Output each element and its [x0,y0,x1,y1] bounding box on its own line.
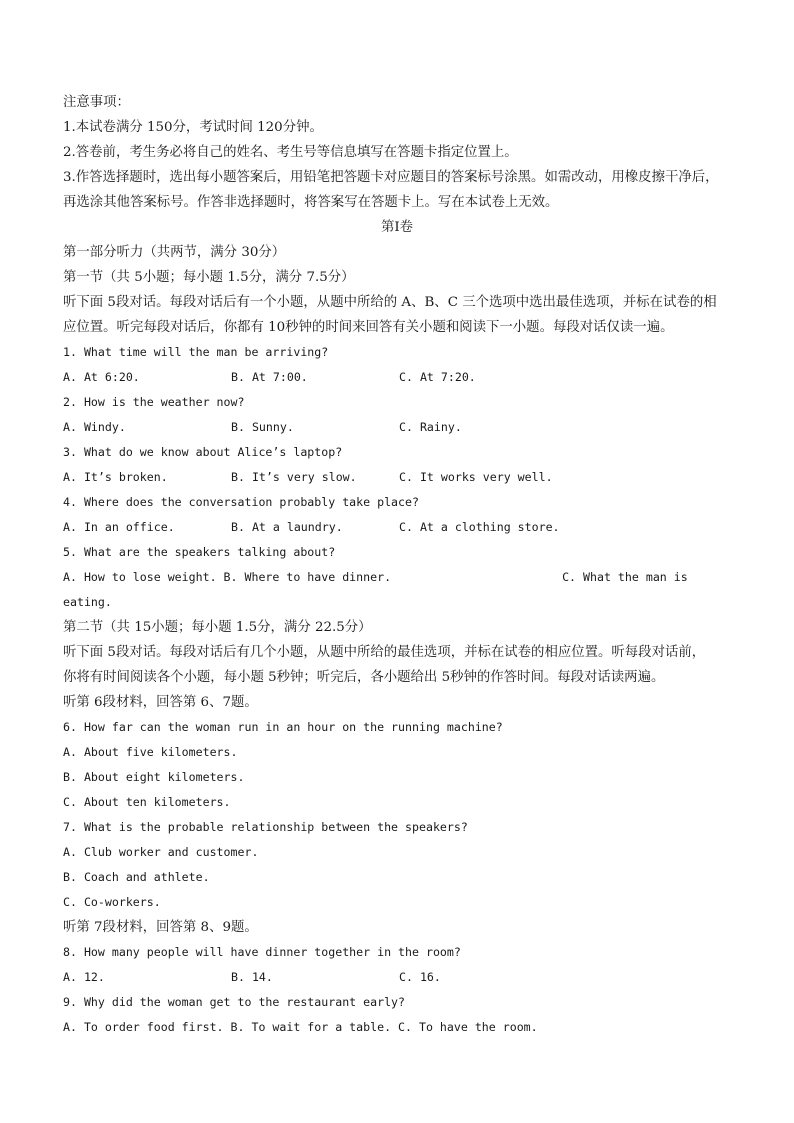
option-b: B. Sunny. [231,420,294,434]
option-c: C. At 7:20. [399,370,476,384]
option-c: C. Rainy. [399,420,462,434]
question-3: 3. What do we know about Alice’s laptop? [63,445,343,459]
notice-item-1: 1.本试卷满分 150分，考试时间 120分钟。 [63,120,323,135]
question-2: 2. How is the weather now? [63,395,245,409]
option-b: B. It’s very slow. [231,470,357,484]
options-5 [63,565,731,590]
question-9: 9. Why did the woman get to the restaurant early? [63,995,406,1009]
notice-item-3: 3.作答选择题时，选出每小题答案后，用铅笔把答题卡对应题目的答案标号涂黑。如需改动，用橡皮擦干净后， [63,170,719,185]
options-2 [63,415,731,440]
notice-title: 注意事项： [63,95,130,110]
option-b: B. About eight kilometers. [63,770,245,784]
question-7: 7. What is the probable relationship between the speakers? [63,820,468,834]
option-a: A. Windy. [63,420,126,434]
option-c: C. At a clothing store. [399,520,560,534]
exam-page [63,90,731,1040]
options-9: A. To order food first. B. To wait for a table. C. To have the room. [63,1020,538,1034]
option-a: A. In an office. [63,520,175,534]
section2-title: 第二节（共 15小题；每小题 1.5分，满分 22.5分） [63,620,372,635]
option-a: A. At 6:20. [63,370,140,384]
option-c: C. What the man is [562,570,688,584]
option-c: C. 16. [399,970,441,984]
options-8 [63,965,731,990]
question-4: 4. Where does the conversation probably take place? [63,495,419,509]
option-b: B. Coach and athlete. [63,870,210,884]
option-b: B. At 7:00. [231,370,308,384]
question-6: 6. How far can the woman run in an hour on the running machine? [63,720,503,734]
option-a: A. 12. [63,970,105,984]
option-b: B. Where to have dinner. [223,570,392,584]
section2-instruction-1: 听下面 5段对话。每段对话后有几个小题，从题中所给的最佳选项，并标在试卷的相应位置。听每段对话前， [63,645,706,660]
section2-instruction-2: 你将有时间阅读各个小题，每小题 5秒钟；听完后，各小题给出 5秒钟的作答时间。每段对话读两遍。 [63,670,665,685]
option-a: A. Club worker and customer. [63,845,259,859]
section1-instruction-2: 应位置。听完每段对话后，你都有 10秒钟的时间来回答有关小题和阅读下一小题。每段对话仅读一遍。 [63,320,674,335]
material-6-heading: 听第 6段材料，回答第 6、7题。 [63,695,258,710]
question-5: 5. What are the speakers talking about? [63,545,336,559]
section1-instruction-1: 听下面 5段对话。每段对话后有一个小题，从题中所给的 A、B、C 三个选项中选出最佳选项，并标在试卷的相 [63,295,717,310]
option-c: C. It works very well. [399,470,553,484]
option-b: B. At a laundry. [231,520,343,534]
option-c: C. Co-workers. [63,895,161,909]
options-3 [63,465,731,490]
question-1: 1. What time will the man be arriving? [63,345,329,359]
notice-item-2: 2.答卷前，考生务必将自己的姓名、考生号等信息填写在答题卡指定位置上。 [63,145,518,160]
option-c-continuation: eating. [63,595,112,609]
question-8: 8. How many people will have dinner together in the room? [63,945,461,959]
options-4 [63,515,731,540]
part1-title: 第一部分听力（共两节，满分 30分） [63,245,286,260]
option-b: B. 14. [231,970,273,984]
volume-title: 第I卷 [380,220,414,235]
option-a: A. How to lose weight. [63,570,217,584]
notice-item-3-cont: 再选涂其他答案标号。作答非选择题时，将答案写在答题卡上。写在本试卷上无效。 [63,195,559,210]
option-a: A. About five kilometers. [63,745,238,759]
option-c: C. About ten kilometers. [63,795,231,809]
section1-title: 第一节（共 5小题；每小题 1.5分，满分 7.5分） [63,270,355,285]
material-7-heading: 听第 7段材料，回答第 8、9题。 [63,920,258,935]
options-1 [63,365,731,390]
option-a: A. It’s broken. [63,470,168,484]
